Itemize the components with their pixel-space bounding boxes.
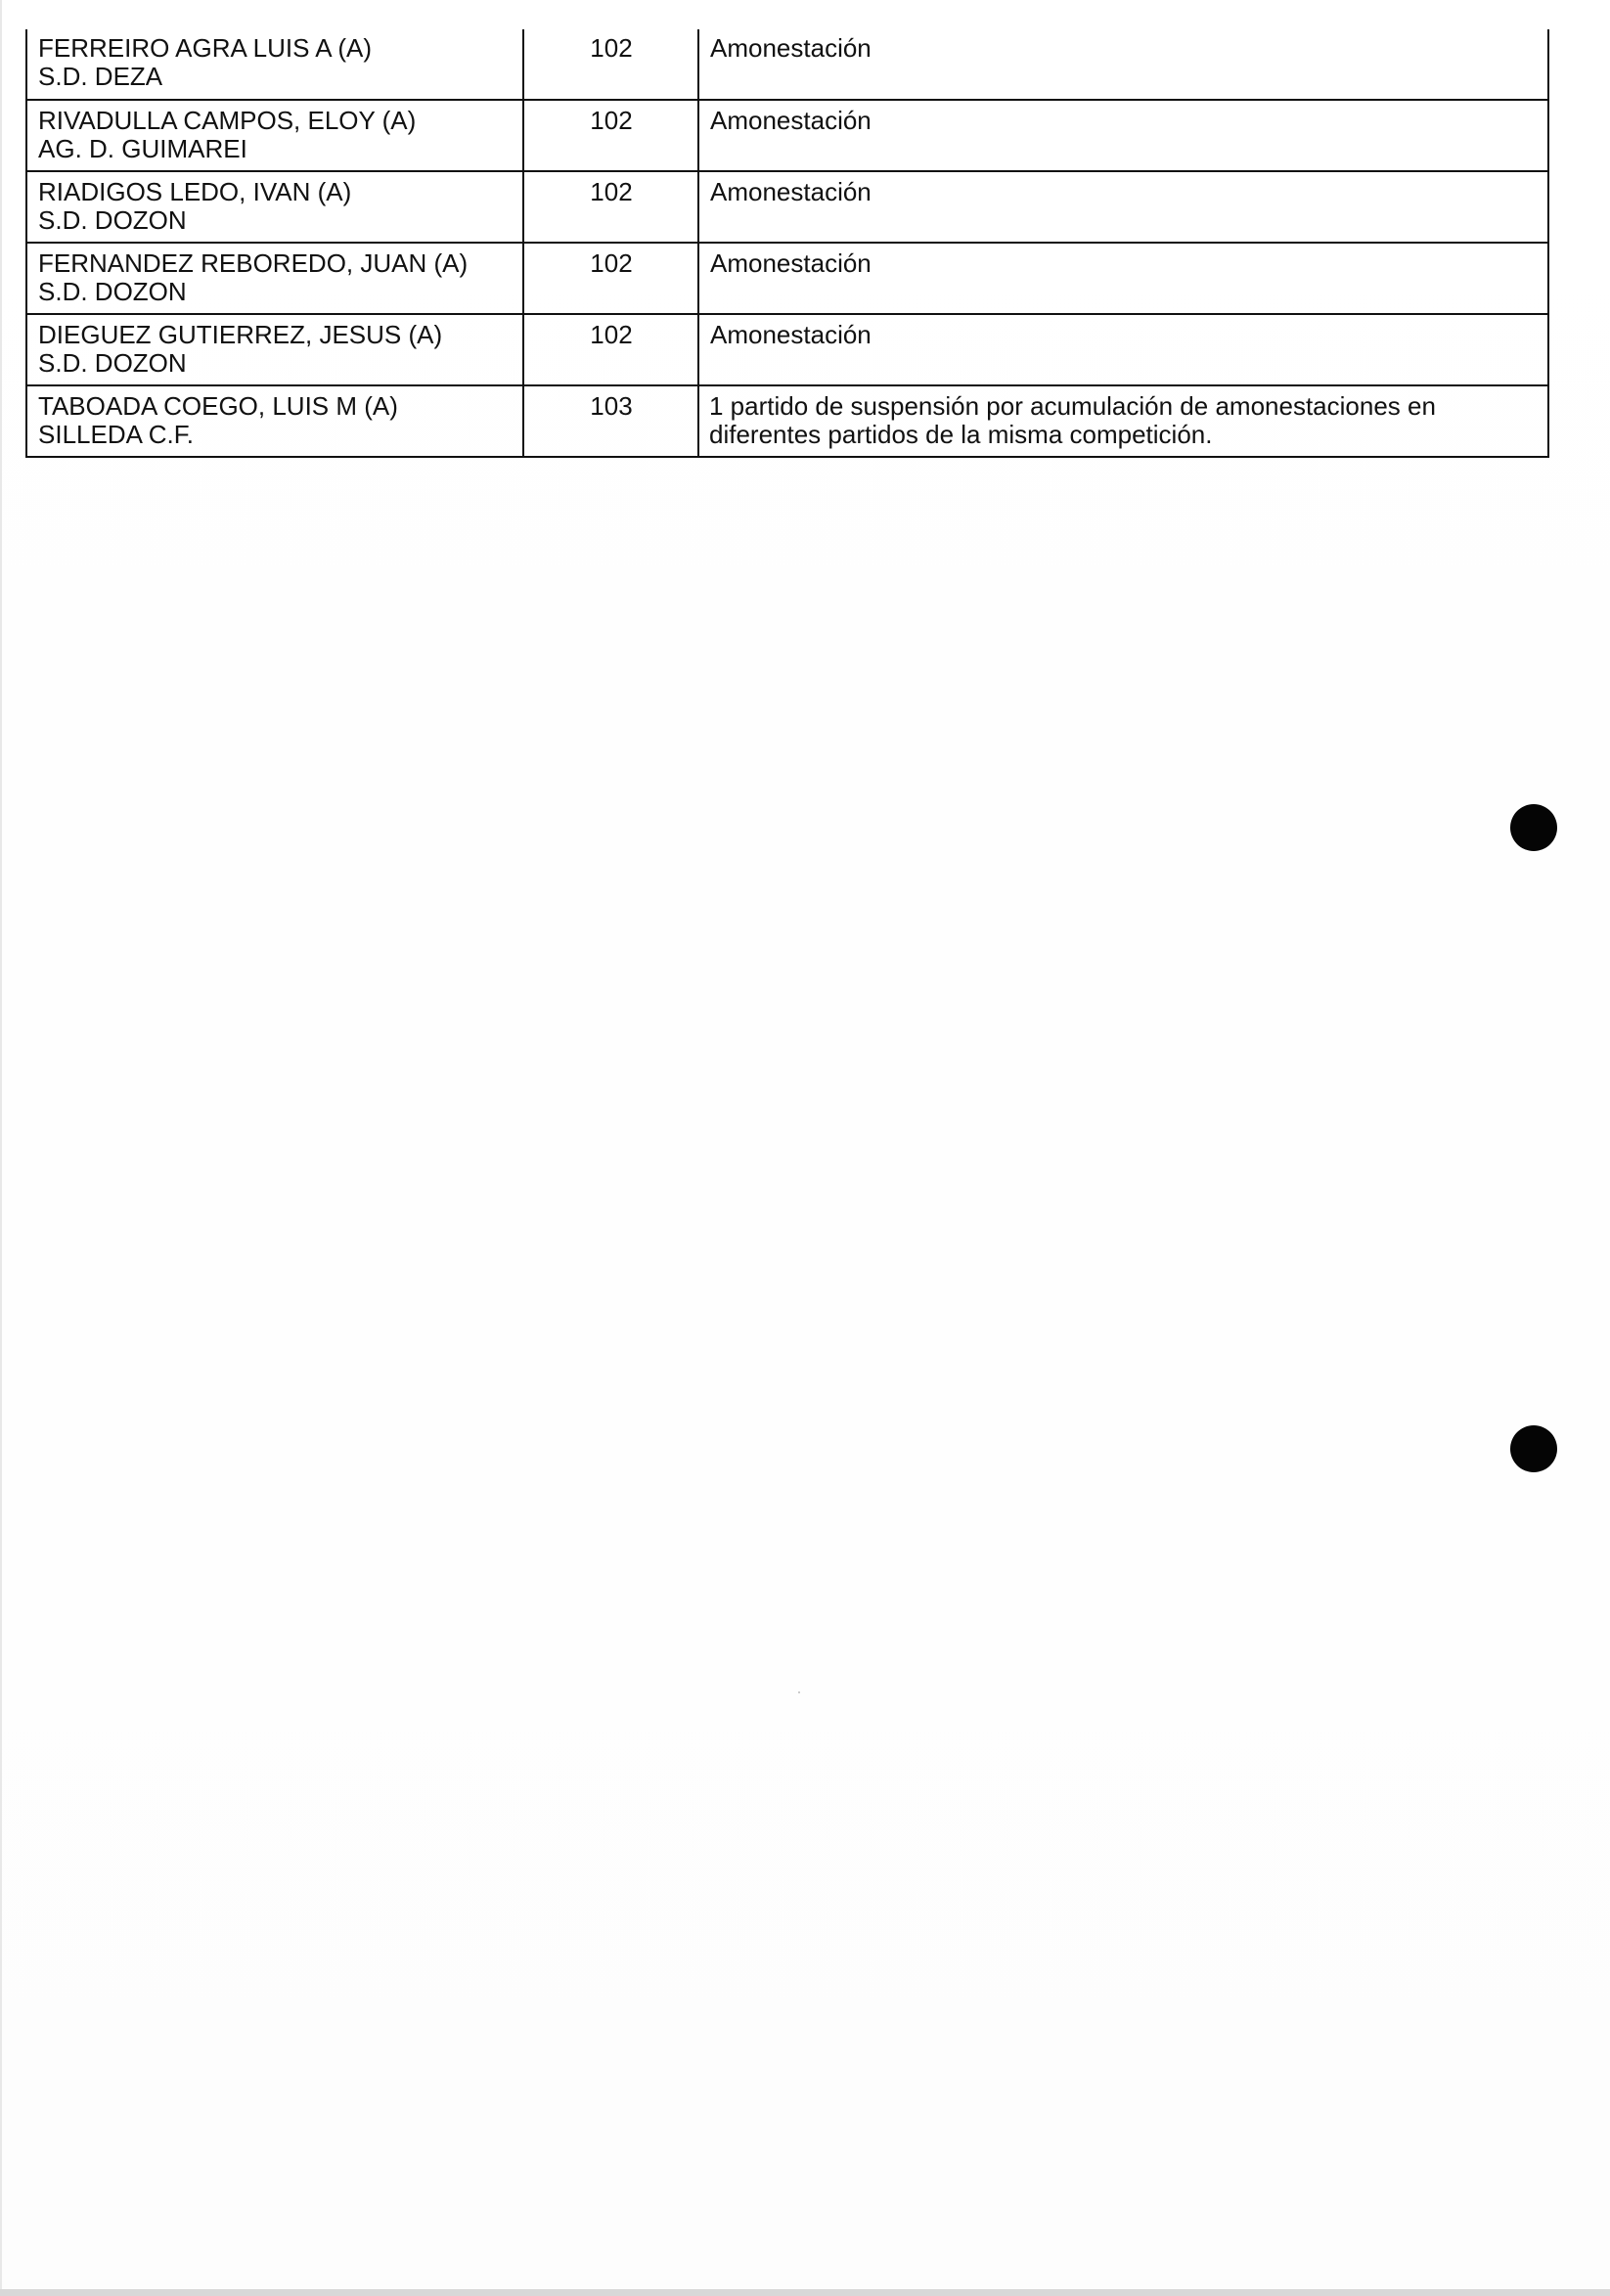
club-name: SILLEDA C.F. (38, 420, 194, 449)
scan-edge-bottom (0, 2289, 1610, 2296)
table-row (26, 385, 1548, 457)
punch-hole (1510, 1425, 1557, 1472)
sanction-cell: 1 partido de suspensión por acumulación de amonestaciones en diferentes partidos de la misma competición. (698, 385, 1548, 457)
sanctions-table (25, 29, 1549, 458)
sanction-cell: Amonestación (698, 314, 1548, 385)
table-row (26, 314, 1548, 385)
table-row (26, 243, 1548, 314)
player-name: FERREIRO AGRA LUIS A (A) (38, 33, 372, 63)
article-cell: 102 (523, 314, 698, 385)
player-name: DIEGUEZ GUTIERREZ, JESUS (A) (38, 320, 443, 349)
player-cell (26, 314, 523, 385)
scan-edge-left (0, 0, 2, 2296)
article-cell: 102 (523, 29, 698, 100)
sanction-cell: Amonestación (698, 100, 1548, 171)
player-cell (26, 100, 523, 171)
club-name: S.D. DOZON (38, 205, 187, 235)
table-row (26, 100, 1548, 171)
club-name: S.D. DEZA (38, 62, 163, 91)
article-cell: 103 (523, 385, 698, 457)
table-row (26, 171, 1548, 243)
punch-hole (1510, 804, 1557, 851)
article-cell: 102 (523, 243, 698, 314)
sanction-cell: Amonestación (698, 243, 1548, 314)
sanction-cell: Amonestación (698, 171, 1548, 243)
club-name: S.D. DOZON (38, 277, 187, 306)
player-cell (26, 29, 523, 100)
player-name: RIVADULLA CAMPOS, ELOY (A) (38, 106, 417, 135)
article-cell: 102 (523, 171, 698, 243)
scan-speck (798, 1691, 800, 1693)
player-cell (26, 171, 523, 243)
player-cell (26, 385, 523, 457)
table-row (26, 29, 1548, 100)
player-cell (26, 243, 523, 314)
club-name: S.D. DOZON (38, 348, 187, 378)
club-name: AG. D. GUIMAREI (38, 134, 247, 163)
sanction-cell: Amonestación (698, 29, 1548, 100)
player-name: FERNANDEZ REBOREDO, JUAN (A) (38, 248, 469, 278)
player-name: RIADIGOS LEDO, IVAN (A) (38, 177, 352, 206)
player-name: TABOADA COEGO, LUIS M (A) (38, 391, 398, 421)
article-cell: 102 (523, 100, 698, 171)
